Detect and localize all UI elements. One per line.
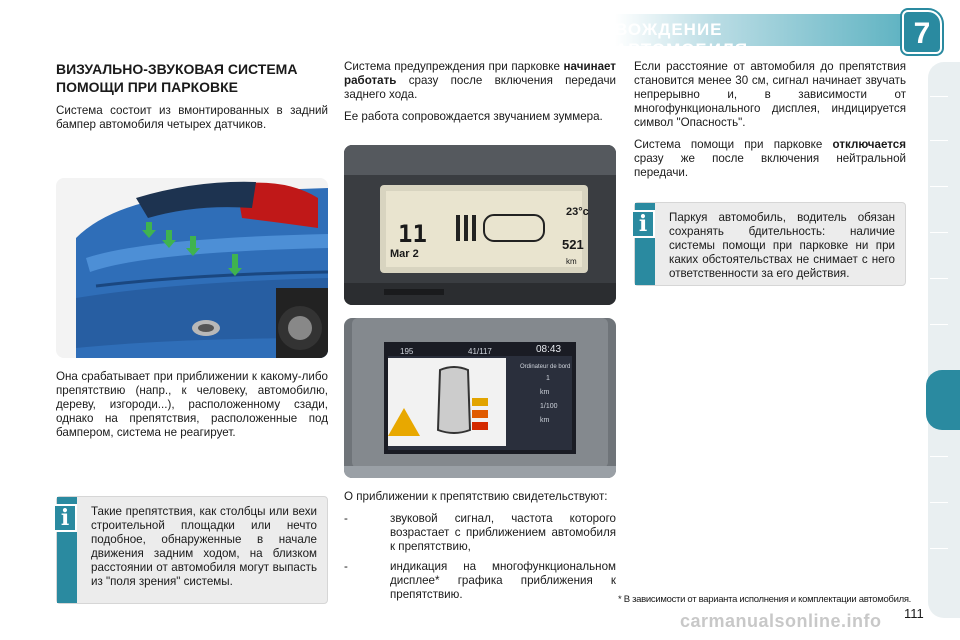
intro-paragraph: Система состоит из вмонтированных в задний бампер автомобиля четырех датчиков. (56, 104, 328, 131)
right-column (634, 60, 906, 188)
display2-value-4: km (540, 417, 550, 424)
activation-bold: начинает работать (344, 60, 616, 87)
rail-divider (930, 96, 948, 97)
display-odo-unit: km (566, 257, 577, 266)
chapter-title: ВОЖДЕНИЕ АВТОМОБИЛЯ (615, 20, 749, 59)
deactivation-text-a: Система помощи при парковке (634, 138, 833, 151)
footnote: * В зависимости от варианта исполнения и комплектации автомобиля. (618, 594, 912, 605)
activation-text-b: сразу после включения передачи заднего хода. (344, 74, 616, 101)
distance-paragraph: Если расстояние от автомобиля до препятствия становится менее 30 см, сигнал начинает звучать непрерывно и, в зависимости от многофункционального дисплея, индицируется символ "Опасность". (634, 60, 906, 129)
left-column-lower (56, 370, 328, 448)
deactivation-text-b: сразу же после включения нейтральной передачи. (634, 152, 906, 179)
info-note-box (56, 496, 328, 604)
watermark: carmanualsonline.info (680, 611, 882, 631)
display2-top-mid: 41/117 (468, 347, 492, 356)
info-note-box (634, 202, 906, 286)
rail-divider (930, 548, 948, 549)
activation-text-a: Система предупреждения при парковке (344, 60, 564, 73)
display2-label: Ordinateur de bord (520, 364, 571, 370)
rail-divider (930, 186, 948, 187)
display-time: 11 (398, 220, 427, 248)
page-number: 111 (904, 606, 924, 621)
rail-divider (930, 140, 948, 141)
left-column (56, 60, 328, 140)
display-temp: 23°c (566, 206, 589, 218)
deactivation-bold: отключается (832, 138, 906, 151)
display2-top-left: 195 (400, 347, 414, 356)
chapter-number-badge: 7 (902, 10, 942, 54)
detection-paragraph: Она срабатывает при приближении к какому-либо препятствию (напр., к человеку, автомобилю, дереву, изгороди...), расположенному сзади, однако на препятствия, расположенные под бампером, система не реагирует. (56, 370, 328, 439)
info-note-text: Паркуя автомобиль, водитель обязан сохранять бдительность: наличие системы помощи при парковке ни при каких обстоятельствах не снимает с него ответственности за его действия. (669, 211, 895, 280)
buzzer-paragraph: Ее работа сопровождается звучанием зуммера. (344, 110, 603, 123)
warning-list (344, 512, 616, 602)
display2-value-1: 1 (546, 375, 550, 382)
display2-value-2: km (540, 389, 550, 396)
rail-divider (930, 278, 948, 279)
deactivation-paragraph (634, 138, 906, 180)
chapter-tab-rail (928, 62, 960, 618)
rail-divider (930, 324, 948, 325)
info-icon: i (631, 210, 655, 238)
multifunction-display-photo (344, 318, 616, 478)
header-band (615, 14, 905, 59)
dashboard-display-photo (344, 145, 616, 305)
info-icon: i (53, 504, 77, 532)
car-bumper-photo (56, 178, 328, 358)
display2-time: 08:43 (536, 344, 562, 355)
middle-column-lower (344, 490, 616, 608)
rail-divider (930, 502, 948, 503)
display-date: Mar 2 (390, 248, 419, 260)
rail-divider (930, 456, 948, 457)
middle-column (344, 60, 616, 132)
rail-divider (930, 232, 948, 233)
section-heading: ВИЗУАЛЬНО-ЗВУКОВАЯ СИСТЕМА ПОМОЩИ ПРИ ПАРКОВКЕ (56, 61, 298, 95)
display-odo: 521 (562, 237, 584, 252)
rail-active-tab[interactable] (926, 370, 960, 430)
info-note-text: Такие препятствия, как столбцы или вехи строительной площадки или нечто подобное, обнаруженные в начале движения задним ходом, на близком расстоянии от автомобиля могут выпасть из "поля зрения" системы. (91, 505, 317, 588)
activation-paragraph (344, 60, 616, 102)
warning-intro: О приближении к препятствию свидетельствуют: (344, 490, 608, 503)
list-item: - индикация на многофункциональном дисплее* графика приближения к препятствию. (344, 560, 616, 602)
list-item: - звуковой сигнал, частота которого возрастает с приближением автомобиля к препятствию, (344, 512, 616, 554)
display2-value-3: 1/100 (540, 403, 558, 410)
